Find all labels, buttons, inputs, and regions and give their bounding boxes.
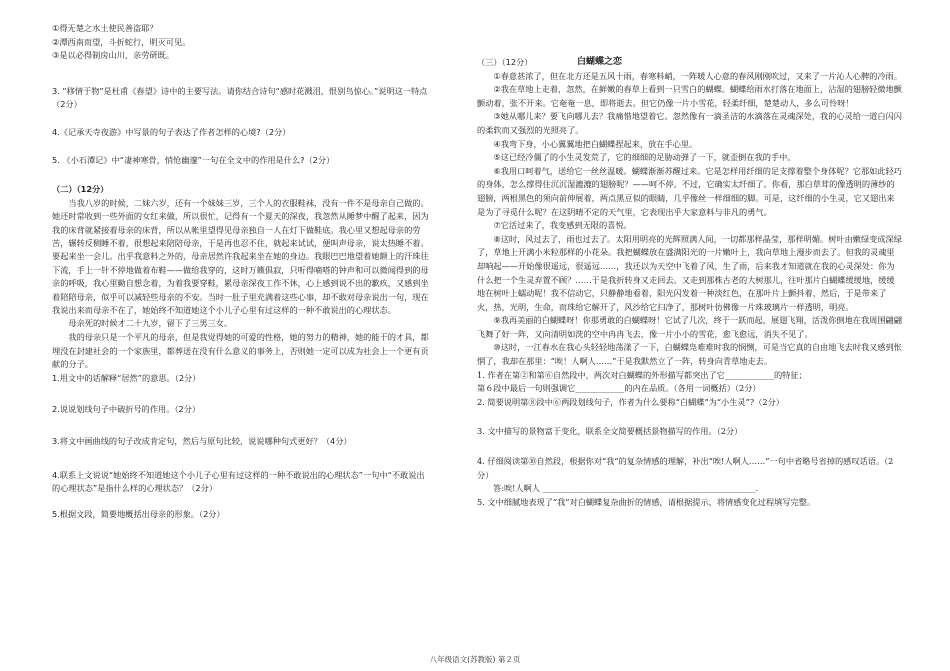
question-c1a: 1. 作者在第②和第⑥自然段中，两次对白蝴蝶的外形描写都突出了它____________的特征； <box>477 369 807 380</box>
question-b4: 4.联系上文说说“她始终不知道她这个小儿子心里有过这样的一种不敢说出的心理状态”一句中“不敢说出的心理状态”是指什么样的心理状态？（2分） <box>52 469 425 494</box>
story-paragraph-1: ①春意甚浓了，但在北方还是五风十雨，春寒料峭，一阵暖人心意的春风刚刚吹过，又来了一片沁人心脾的冷雨。 <box>493 70 902 81</box>
story-paragraph-6: ⑥我用口呵着气，送给它一丝丝温暖。蝴蝶渐渐苏醒过来。它是怎样用纤细的足支撑着整个身体呢？它那如此轻巧的身体，怎么撑得住沉沉湿漉漉的翅膀呢？——呵不停。不过，它确实太纤细了。你看，那白草茸的像透明的薄纱的翅膀，两根黑色的须向前伸展着，两点黑豆似的眼睛，几乎像丝一样细细的脚。可是，这纤细的小生灵，它又翅出来是为了寻觅什么呢？在这阴晴不定的天气里，它表现出乎大家意料与非凡的勇气。 <box>477 165 902 217</box>
section-2-heading: （二）（12分） <box>52 184 109 195</box>
story-paragraph-2: ②我在草地上走着，忽然，在鲜嫩的春草上看到一只雪白的蝴蝶。蝴蝶给雨水打落在地面上，沾湿的翅膀轻微地颤颤动着，张不开来。它奄奄一息，即将逝去。但它仍像一片小雪花，轻柔纤细，楚楚动人，多么可怜呀！ <box>477 84 902 108</box>
question-b2: 2.说说划线句子中破折号的作用。（2分） <box>52 404 201 415</box>
section-3-heading <box>477 56 902 70</box>
sentence-2: ②潭西南而望，斗折蛇行，明灭可见。 <box>52 36 191 47</box>
sentence-3: ③是以必得制房山川，亲劳研既。 <box>52 50 174 61</box>
question-c2: 2. 简要说明第⑧段中⑥两段划线句子，作者为什么要称“白蝴蝶”为“小生灵”?（2分） <box>477 396 784 407</box>
section-3-label: （三）（12分） <box>477 57 533 67</box>
story-paragraph-8: ⑧这时，风过去了，雨也过去了。太阳用明亮的光辉照满人间，一切都那样晶莹，那样明媚。树叶由嫩绿变成深绿了，草地上开满小米粒那样的小花朵。我把蝴蝶放在盛满阳光的一片嫩叶上，我向草地上漫步而去了。但我的灵魂里却响起——开始像很遥远，很遥远……，我还以为天空中飞着了风，生了雨，后来我才知道就在我的心灵深处：你为什么把一个生灵弃置不顾？……于是我折转身又走回去。又走到那株古老的大树那儿，往叶那片白蝴蝶缓缓地，缓缓地在树叶上蠕动呢！我不信动它，只静静地看着，阳光闪发着一种淡红色，在那叶片上颤抖着，然后，于是带来了火，热，光明，生命，而珠给它解开了，风沙给它扫净了，那树叶仿佛像一片珠玻璃片一样透明，明亮。 <box>477 233 902 312</box>
left-column <box>52 0 432 649</box>
story-paragraph-4: ④我弯下身，小心翼翼地把白蝴蝶捏起来，放在手心里。 <box>493 138 698 149</box>
right-column <box>477 0 902 649</box>
story-paragraph-5: ⑤这已经冷僵了的小生灵发荒了，它的细细的足胁动弹了一下，就歪倒在我的手中。 <box>493 152 796 163</box>
question-c5: 5. 文中细腻地表现了“我”对白蝴蝶复杂曲折的情感，请根据提示，将情感变化过程填写完整。 <box>477 496 816 507</box>
story-paragraph-3: ③她从哪儿来？要飞向哪儿去？我痛惜地望着它。忽然像有一滴圣洁的水滴落在灵魂深处，我的心灵给一道白闪闪的柔软而又强烈的光照亮了。 <box>477 111 902 135</box>
page-footer: 八年级语文(苏教版) 第２页 <box>429 655 521 664</box>
question-5: 5. 《小石潭记》中“凄神寒骨，悄怆幽邃”一句在全文中的作用是什么?（2分） <box>52 154 335 165</box>
passage-paragraph-3: 我的母亲只是一个平凡的母亲，但是我觉得她的可爱的性格，她的努力的精神，她的能干的才具，都埋没在封建社会的一个家族里，都葬送在没有什么意义的事务上，否则她一定可以成为社会上一个更有贡献的分子。 <box>52 332 429 370</box>
answer-line-c4: 答:唉!人啊人 ____________________________________________________. <box>493 483 759 494</box>
passage-paragraph-2: 母亲死的时候才二十九岁，留下了三男三女。 <box>68 318 233 329</box>
question-3: 3. “移情于物”是杜甫《春望》诗中的主要写法。请你结合诗句“感时花溅泪，恨别鸟惊心。”说明这一特点 （2分） <box>52 85 428 110</box>
story-paragraph-9: ⑨我再美丽的白蝴蝶呀！你那勇敢的白蝴蝶呀！它试了几次，终于一跃而起，展翅飞翔，活泼你倒地在我周围翩翩飞舞了好一阵，又向清明如洗的空中冉冉飞去，像一片小小的雪花，愈飞愈远，消失不见了。 <box>477 315 902 339</box>
question-b1: 1.用文中的话解释“居然”的意思。（2分） <box>52 372 201 383</box>
question-b5: 5.根据文段，简要地概括出母亲的形象。（2分） <box>52 508 225 519</box>
question-c1b: 第６段中最后一句则强调它____________的内在品质。（各用一词概括）（2分） <box>477 383 761 394</box>
question-c3: 3. 文中描写的景物富于变化，联系全文简要概括景物描写的作用。（2分） <box>477 426 743 437</box>
passage-paragraph-1: 当我八岁的时候，二妹六岁，还有一个妹妹三岁，三个人的衣服鞋袜，没有一件不是母亲自己做的。她还时常收到一些外面的女红来做，所以很忙，记得有一个夏天的深夜，我忽然从睡梦中醒了起来，因为我的床背就紧接着母亲的床背，所以从帐里望得见母亲独自一人在灯下做鞋底。我心里又想起母亲的劳苦，辗转反侧睡不着，很想起来陪陪母亲，于是再也忍不住，就起来试试，便叫声母亲，说太热睡不着。要起来坐一会儿。出乎我意料之外的，母亲居然许我起来坐在她的身边。我眼巴巴地望着她额上的汗珠往下流，手上一针不停地做着布鞋——做给我穿的，这时万籁俱寂，只听得嘀嗒的钟声和可以微闻得到的母亲的呼吸，我心里勤自想念着，为着我要穿鞋，累母亲深夜工作不休，心上感到说不出的歉疚，又感到坐着陪陪母亲，似乎可以减轻些母亲的不安。当时一肚子里充满着这些心事，却不敢对母亲说出一句，现在我说出来而母亲不在了，她始终不知道她这个小儿子心里有过这样的一种不敢说出的心理状态。 <box>52 197 429 315</box>
story-paragraph-7: ⑦它活过来了，我变感到无限的喜悦。 <box>493 220 632 231</box>
question-4: 4.《记承天寺夜游》中写景的句子表达了作者怎样的心境?（2分） <box>52 126 291 137</box>
story-title: 白蝴蝶之恋 <box>577 57 623 67</box>
story-paragraph-10: ⑩这时，一江春水在我心头轻轻地荡漾了一下，白蝴蝶凫难难时我的悯恻，可是当它真的自由地飞去时我又感到怅惘了，我却在那里：“唉！人啊人……”于是我默然立了一阵，转身向青草地走去。 <box>477 342 902 367</box>
question-b3: 3.将文中画曲线的句子改成肯定句，然后与原句比较，说说哪种句式更好？（4分） <box>52 435 352 446</box>
sentence-1: ①得无楚之水土使民善盗耶？ <box>52 23 158 33</box>
question-c4: 4. 仔细阅读第⑩自然段，根据你对“我”的复杂情感的理解，补出“唉!人啊人……”一句中省略号省掉的感叹话语。（2分） <box>477 456 894 480</box>
